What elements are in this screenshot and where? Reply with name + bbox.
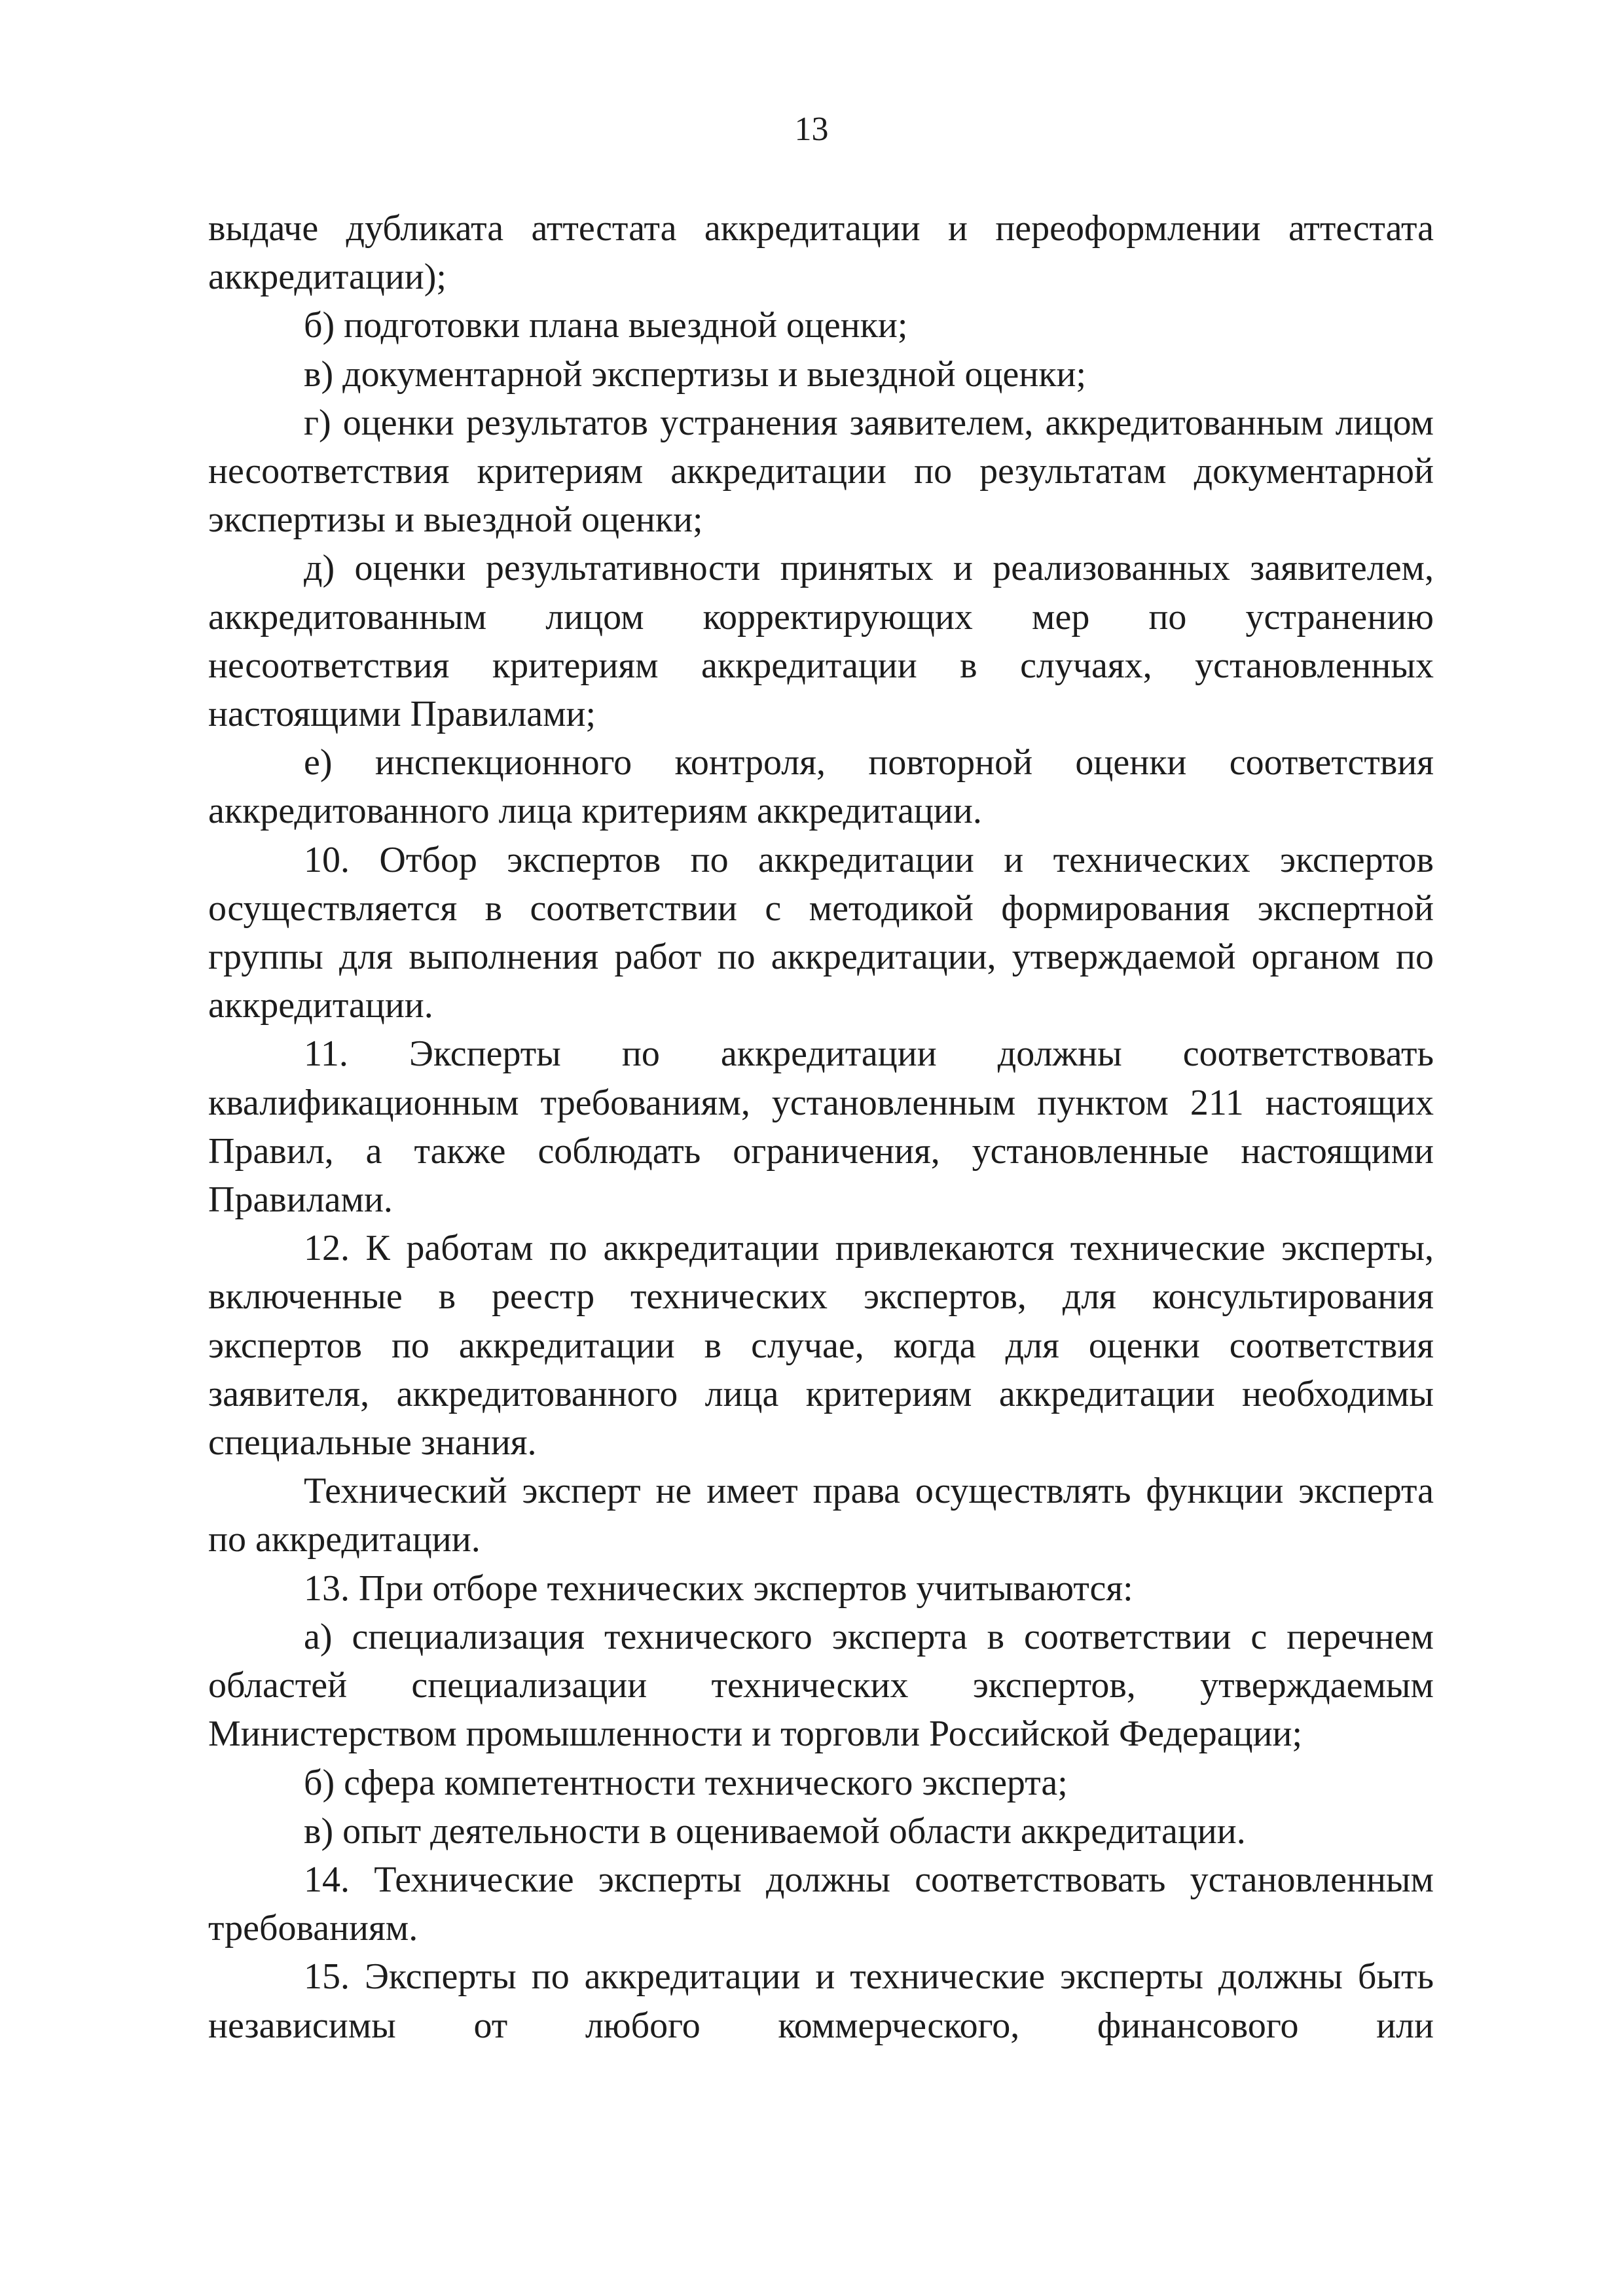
paragraph-item-v: в) документарной экспертизы и выездной оценки; [304, 353, 1087, 395]
paragraph-14: 14. Технические эксперты должны соответствовать установленным требованиям. [208, 1859, 1434, 1949]
paragraph-15: 15. Эксперты по аккредитации и технические эксперты должны быть независимы от любого коммерческого, финансового или [208, 1956, 1434, 2046]
paragraph-item-e: е) инспекционного контроля, повторной оценки соответствия аккредитованного лица критериям аккредитации. [208, 742, 1434, 832]
paragraph-13-item-v: в) опыт деятельности в оцениваемой области аккредитации. [304, 1810, 1246, 1852]
paragraph-continuation: выдаче дубликата аттестата аккредитации и переоформлении аттестата аккредитации); [208, 208, 1434, 298]
document-body [208, 204, 1434, 2050]
paragraph-11: 11. Эксперты по аккредитации должны соответствовать квалификационным требованиям, установленным пунктом 211 настоящих Правил, а также соблюдать ограничения, установленные настоящими Правилами. [208, 1033, 1434, 1221]
paragraph-item-d: д) оценки результативности принятых и реализованных заявителем, аккредитованным лицом корректирующих мер по устранению несоответствия критериям аккредитации в случаях, установленных настоящими Правилами; [208, 548, 1434, 735]
paragraph-item-g: г) оценки результатов устранения заявителем, аккредитованным лицом несоответствия критериям аккредитации по результатам документарной экспертизы и выездной оценки; [208, 402, 1434, 541]
page-number: 13 [794, 111, 829, 148]
paragraph-12-note: Технический эксперт не имеет права осуществлять функции эксперта по аккредитации. [208, 1471, 1434, 1560]
paragraph-13: 13. При отборе технических экспертов учитываются: [304, 1568, 1133, 1609]
paragraph-12: 12. К работам по аккредитации привлекаются технические эксперты, включенные в реестр технических экспертов, для консультирования экспертов по аккредитации в случае, когда для оценки соответствия заявителя, аккредитованного лица критериям аккредитации необходимы специальные знания. [208, 1228, 1434, 1463]
paragraph-13-item-b: б) сфера компетентности технического эксперта; [304, 1762, 1068, 1803]
paragraph-13-item-a: а) специализация технического эксперта в соответствии с перечнем областей специализации технических экспертов, утверждаемым Министерством промышленности и торговли Российской Федерации; [208, 1616, 1434, 1755]
paragraph-10: 10. Отбор экспертов по аккредитации и технических экспертов осуществляется в соответствии с методикой формирования экспертной группы для выполнения работ по аккредитации, утверждаемой органом по аккредитации. [208, 839, 1434, 1026]
paragraph-item-b: б) подготовки плана выездной оценки; [304, 305, 908, 346]
